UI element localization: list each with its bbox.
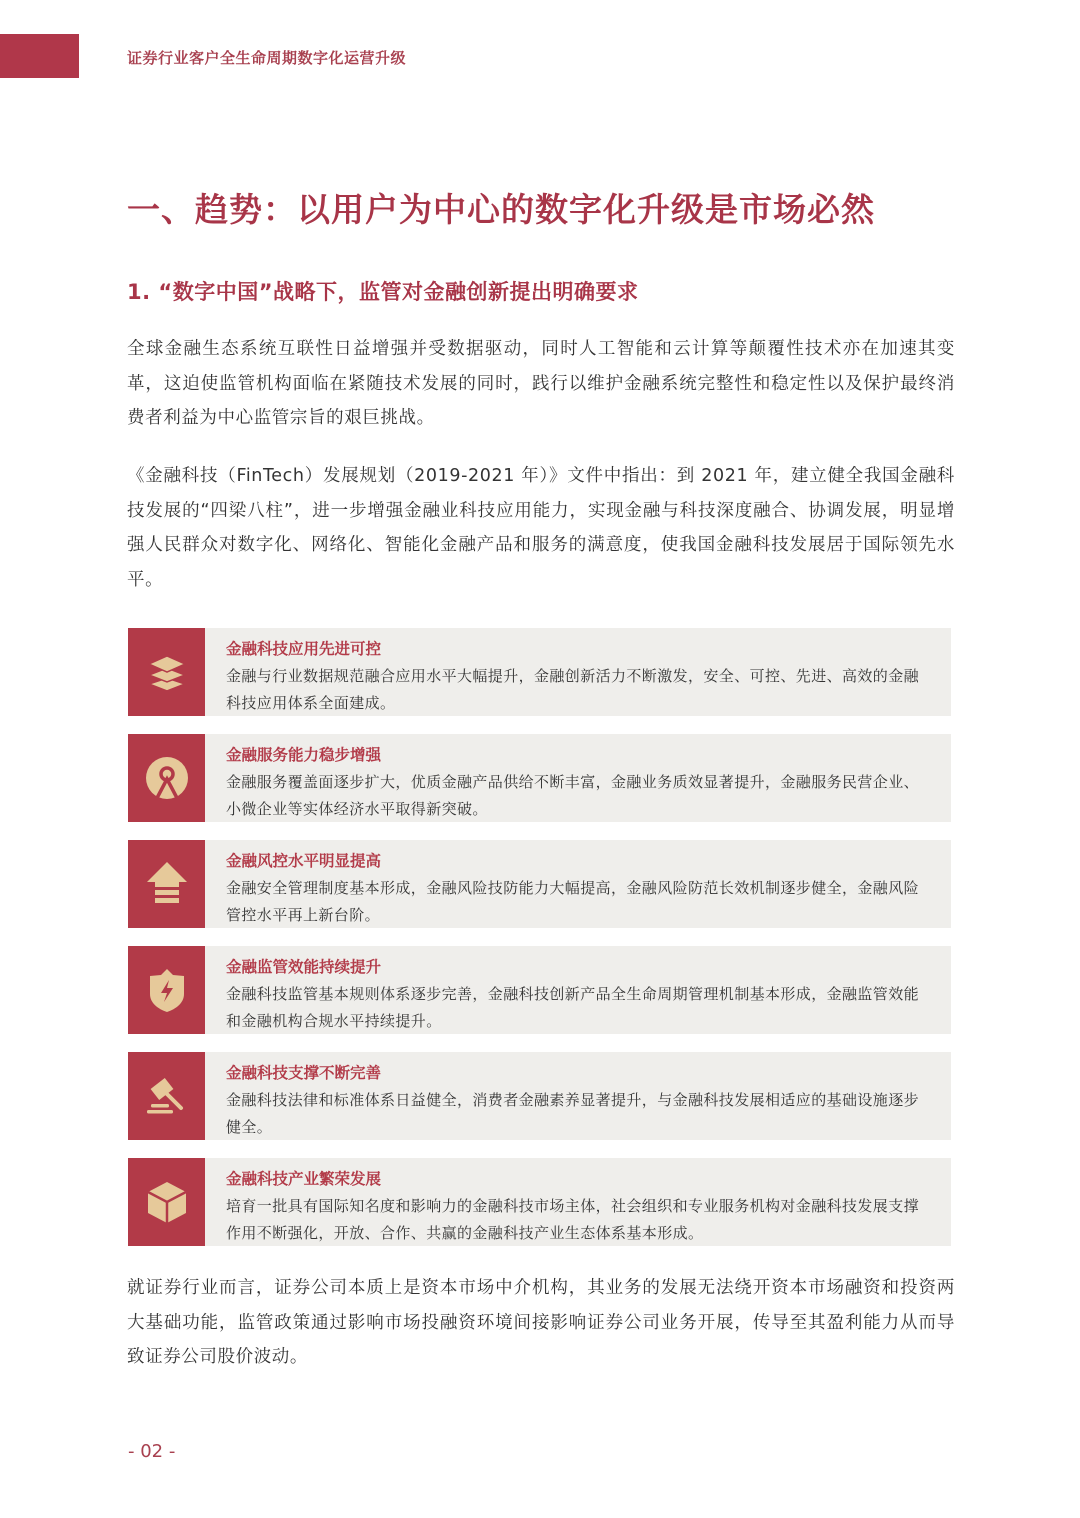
goal-card-desc: 金融服务覆盖面逐步扩大，优质金融产品供给不断丰富，金融业务质效显著提升，金融服务民营企业、小微企业等实体经济水平取得新突破。 (226, 773, 920, 818)
goal-card (128, 734, 951, 822)
layers-icon (128, 628, 205, 716)
goal-card-title: 金融监管效能持续提升 (226, 958, 382, 976)
paragraph-intro: 全球金融生态系统互联性日益增强并受数据驱动，同时人工智能和云计算等颠覆性技术亦在加速其变革，这迫使监管机构面临在紧随技术发展的同时，践行以维护金融系统完整性和稳定性以及保护最终消费者利益为中心监管宗旨的艰巨挑战。 (127, 339, 955, 428)
paragraph-securities: 就证券行业而言，证券公司本质上是资本市场中介机构，其业务的发展无法绕开资本市场融资和投资两大基础功能，监管政策通过影响市场投融资环境间接影响证券公司业务开展，传导至其盈利能力从而导致证券公司股价波动。 (127, 1278, 955, 1367)
goal-card (128, 1158, 951, 1246)
cube-icon (128, 1158, 205, 1246)
header-accent-bar (0, 34, 79, 78)
gavel-icon (128, 1052, 205, 1140)
arrow-up-icon (128, 840, 205, 928)
section-subtitle: 1. “数字中国”战略下，监管对金融创新提出明确要求 (127, 280, 639, 304)
section-title: 一、趋势：以用户为中心的数字化升级是市场必然 (127, 190, 875, 229)
goal-card-title: 金融科技应用先进可控 (226, 640, 382, 658)
goal-card-title: 金融服务能力稳步增强 (226, 746, 382, 764)
shield-bolt-icon (128, 946, 205, 1034)
goal-card-title: 金融科技产业繁荣发展 (226, 1170, 382, 1188)
goal-card-title: 金融风控水平明显提高 (226, 852, 382, 870)
goal-card-title: 金融科技支撑不断完善 (226, 1064, 382, 1082)
goal-card-desc: 培育一批具有国际知名度和影响力的金融科技市场主体，社会组织和专业服务机构对金融科技发展支撑作用不断强化，开放、合作、共赢的金融科技产业生态体系基本形成。 (226, 1197, 920, 1242)
goal-card-desc: 金融与行业数据规范融合应用水平大幅提升，金融创新活力不断激发，安全、可控、先进、高效的金融科技应用体系全面建成。 (226, 667, 920, 712)
goal-card (128, 840, 951, 928)
goal-card (128, 628, 951, 716)
goal-card-desc: 金融科技监管基本规则体系逐步完善，金融科技创新产品全生命周期管理机制基本形成，金融监管效能和金融机构合规水平持续提升。 (226, 985, 920, 1030)
goal-card (128, 946, 951, 1034)
goal-card-desc: 金融安全管理制度基本形成，金融风险技防能力大幅提高，金融风险防范长效机制逐步健全，金融风险管控水平再上新台阶。 (226, 879, 920, 924)
service-icon (128, 734, 205, 822)
document-header-title: 证券行业客户全生命周期数字化运营升级 (127, 49, 407, 67)
goal-card (128, 1052, 951, 1140)
paragraph-fintech-plan: 《金融科技（FinTech）发展规划（2019-2021 年）》文件中指出：到 2021 年，建立健全我国金融科技发展的“四梁八柱”，进一步增强金融业科技应用能力，实现金融与科技深度融合、协调发展，明显增强人民群众对数字化、网络化、智能化金融产品和服务的满意度，使我国金融科技发展居于国际领先水平。 (127, 466, 955, 590)
page-number: - 02 - (128, 1441, 176, 1462)
goal-card-desc: 金融科技法律和标准体系日益健全，消费者金融素养显著提升，与金融科技发展相适应的基础设施逐步健全。 (226, 1091, 920, 1136)
goal-cards-list (128, 628, 951, 1264)
